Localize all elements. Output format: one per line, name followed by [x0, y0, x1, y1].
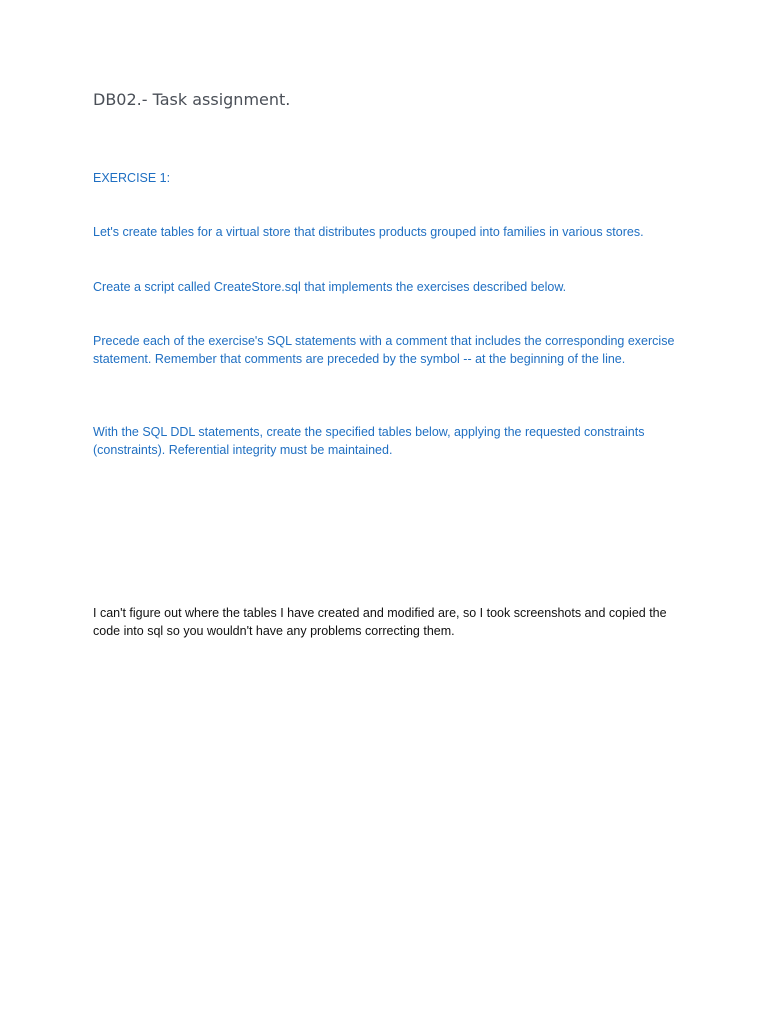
instruction-paragraph-3: Precede each of the exercise's SQL statements with a comment that includes the corresponding exercise statement. Remember that comments are preceded by the symbol -- at the beginning of the line. — [93, 334, 675, 366]
instruction-paragraph-1: Let's create tables for a virtual store that distributes products grouped into families in various stores. — [93, 225, 644, 239]
instruction-paragraph-4: With the SQL DDL statements, create the specified tables below, applying the requested constraints (constraints). Referential integrity must be maintained. — [93, 425, 645, 457]
student-note: I can't figure out where the tables I have created and modified are, so I took screenshots and copied the code into sql so you wouldn't have any problems correcting them. — [93, 606, 667, 638]
instruction-paragraph-2: Create a script called CreateStore.sql that implements the exercises described below. — [93, 280, 567, 294]
page-title: DB02.- Task assignment. — [93, 90, 291, 109]
exercise-heading: EXERCISE 1: — [93, 171, 171, 185]
